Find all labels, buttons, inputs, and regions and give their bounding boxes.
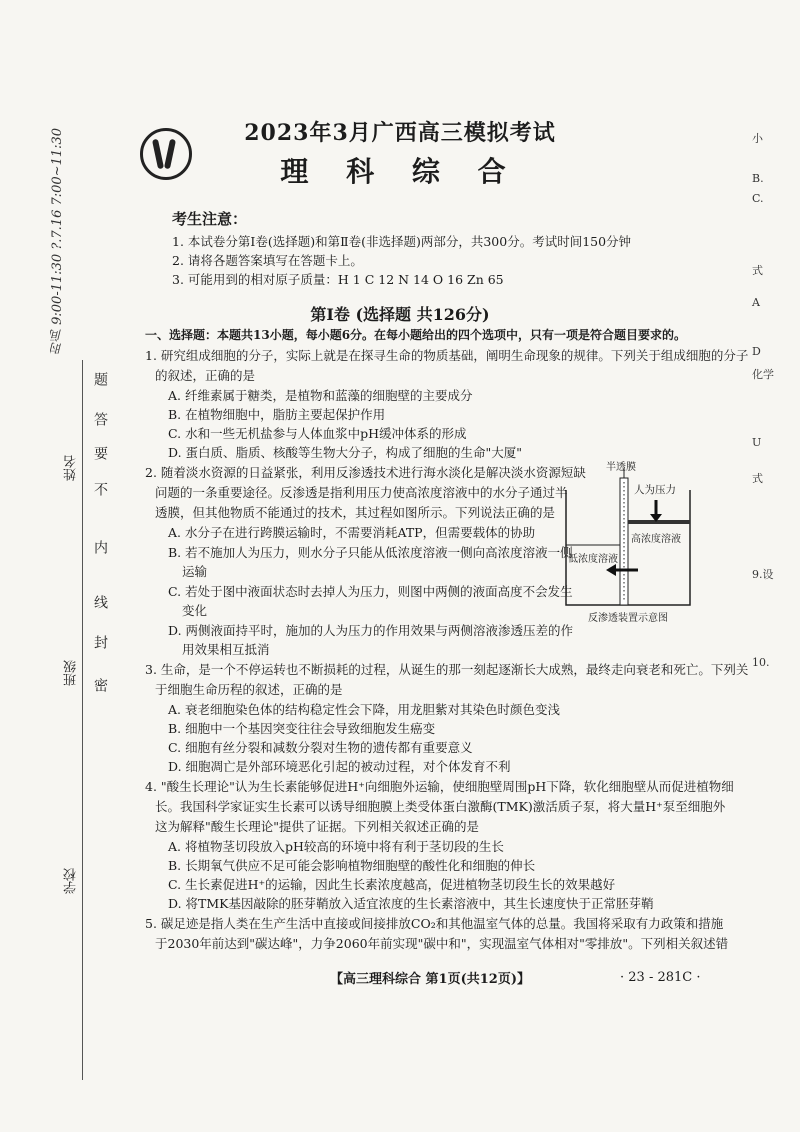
semipermeable-membrane: [620, 478, 628, 605]
q5-stem: 于2030年前达到"碳达峰"，力争2060年前实现"碳中和"，实现温室气体相对"零排放"。下列相关叙述错: [155, 936, 729, 951]
subject-title: 理 科 综 合: [280, 155, 520, 188]
q3-option-a: A. 衰老细胞染色体的结构稳定性会下降，用龙胆紫对其染色时颜色变浅: [168, 702, 560, 717]
seal-char: 答: [92, 412, 108, 426]
q2-stem: 2. 随着淡水资源的日益紧张，利用反渗透技术进行海水淡化是解决淡水资源短缺: [145, 465, 586, 480]
q1-stem: 的叙述，正确的是: [155, 368, 256, 383]
notice-title: 考生注意：: [172, 210, 248, 228]
binding-line: [82, 360, 83, 1080]
section-title: 第Ⅰ卷 (选择题 共126分): [310, 305, 490, 324]
membrane-label: 半透膜: [606, 462, 636, 473]
adjacent-page-fragment: C.: [752, 192, 764, 205]
exam-code: · 23 - 281C ·: [620, 970, 701, 985]
q1-option-a: A. 纤维素属于糖类，是植物和蓝藻的细胞壁的主要成分: [168, 388, 473, 403]
adjacent-page-fragment: 式: [752, 472, 763, 485]
q4-stem: 这为解释"酸生长理论"提供了证据。下列相关叙述正确的是: [155, 819, 480, 834]
seal-char: 题: [92, 372, 108, 386]
q4-stem: 4. "酸生长理论"认为生长素能够促进H⁺向细胞外运输，使细胞壁周围pH下降，软化细胞壁从而促进植物细: [145, 779, 734, 794]
q3-stem: 于细胞生命历程的叙述，正确的是: [155, 682, 343, 697]
q4-option-c: C. 生长素促进H⁺的运输，因此生长素浓度越高，促进植物茎切段生长的效果越好: [168, 877, 616, 892]
notice-item: 3. 可能用到的相对原子质量：H 1 C 12 N 14 O 16 Zn 65: [172, 272, 504, 287]
notice-item: 1. 本试卷分第Ⅰ卷(选择题)和第Ⅱ卷(非选择题)两部分，共300分。考试时间150分钟: [172, 234, 632, 249]
q2-stem: 透膜，但其他物质不能通过的技术，其过程如图所示。下列说法正确的是: [155, 505, 556, 520]
piston: [628, 520, 690, 524]
q2-option-d: 用效果相互抵消: [182, 642, 270, 657]
q4-option-a: A. 将植物茎切段放入pH较高的环境中将有利于茎切段的生长: [168, 839, 504, 854]
q2-option-c: 变化: [182, 603, 208, 618]
q4-option-d: D. 将TMK基因敲除的胚芽鞘放入适宜浓度的生长素溶液中，其生长速度快于正常胚芽鞘: [168, 896, 654, 911]
adjacent-page-fragment: 小: [752, 132, 763, 145]
adjacent-page-fragment: D: [752, 345, 761, 358]
reverse-osmosis-diagram: [558, 460, 698, 625]
handwritten-note: 时间 9:00-11:30 ?.7.16 7:00~11:30: [50, 127, 65, 355]
q1-option-c: C. 水和一些无机盐参与人体血浆中pH缓冲体系的形成: [168, 426, 467, 441]
adjacent-page-fragment: U: [752, 436, 762, 449]
page-indicator: 【高三理科综合 第1页(共12页)】: [330, 972, 530, 987]
section-instruction: 一、选择题：本题共13小题，每小题6分。在每小题给出的四个选项中，只有一项是符合题目要求的。: [145, 328, 687, 342]
class-label: 班级: [64, 660, 79, 686]
q1-option-d: D. 蛋白质、脂质、核酸等生物大分子，构成了细胞的生命"大厦": [168, 445, 523, 460]
adjacent-page-fragment: A: [752, 296, 760, 309]
seal-char: 不: [92, 482, 108, 496]
high-concentration-label: 高浓度溶液: [631, 534, 681, 545]
flow-arrowhead: [606, 564, 616, 576]
seal-char: 内: [92, 540, 108, 554]
adjacent-page-fragment: 化学: [752, 368, 774, 381]
school-label: 学校: [64, 868, 79, 894]
seal-char: 密: [92, 678, 108, 692]
q5-stem: 5. 碳足迹是指人类在生产生活中直接或间接排放CO₂和其他温室气体的总量。我国将采取有力政策和措施: [145, 916, 724, 931]
low-concentration-label: 低浓度溶液: [568, 554, 618, 565]
q4-option-b: B. 长期氧气供应不足可能会影响植物细胞壁的酸性化和细胞的伸长: [168, 858, 536, 873]
q3-option-c: C. 细胞有丝分裂和减数分裂对生物的遗传都有重要意义: [168, 740, 473, 755]
q2-option-b: B. 若不施加人为压力，则水分子只能从低浓度溶液一侧向高浓度溶液一侧: [168, 545, 573, 560]
q4-stem: 长。我国科学家证实生长素可以诱导细胞膜上类受体蛋白激酶(TMK)激活质子泵，将大量H⁺泵至细胞外: [155, 799, 726, 814]
name-label: 姓名: [64, 455, 79, 481]
q1-option-b: B. 在植物细胞中，脂肪主要起保护作用: [168, 407, 386, 422]
q2-stem: 问题的一条重要途径。反渗透是指利用压力使高浓度溶液中的水分子通过半: [155, 485, 568, 500]
q3-option-b: B. 细胞中一个基因突变往往会导致细胞发生癌变: [168, 721, 436, 736]
q2-option-a: A. 水分子在进行跨膜运输时，不需要消耗ATP，但需要载体的协助: [168, 525, 536, 540]
adjacent-page-fragment: 式: [752, 264, 763, 277]
adjacent-page-fragment: 9.设: [752, 568, 774, 581]
q1-stem: 1. 研究组成细胞的分子，实际上就是在探寻生命的物质基础，阐明生命现象的规律。下列关于组成细胞的分子: [145, 348, 749, 363]
seal-char: 封: [92, 635, 108, 649]
q3-stem: 3. 生命，是一个不停运转也不断损耗的过程，从诞生的那一刻起逐渐长大成熟，最终走向衰老和死亡。下列关: [145, 662, 749, 677]
notice-item: 2. 请将各题答案填写在答题卡上。: [172, 253, 363, 268]
pressure-label: 人为压力: [634, 484, 676, 496]
q2-option-c: C. 若处于图中液面状态时去掉人为压力，则图中两侧的液面高度不会发生: [168, 584, 573, 599]
q2-option-b: 运输: [182, 564, 208, 579]
adjacent-page-fragment: 10.: [752, 656, 770, 669]
diagram-caption: 反渗透装置示意图: [588, 613, 668, 624]
seal-char: 要: [92, 446, 108, 460]
seal-char: 线: [92, 595, 108, 609]
exam-title: 2023年3月广西高三模拟考试: [244, 120, 556, 146]
adjacent-page-fragment: B.: [752, 172, 764, 185]
q2-option-d: D. 两侧液面持平时，施加的人为压力的作用效果与两侧溶液渗透压差的作: [168, 623, 574, 638]
q3-option-d: D. 细胞凋亡是外部环境恶化引起的被动过程，对个体发育不利: [168, 759, 511, 774]
